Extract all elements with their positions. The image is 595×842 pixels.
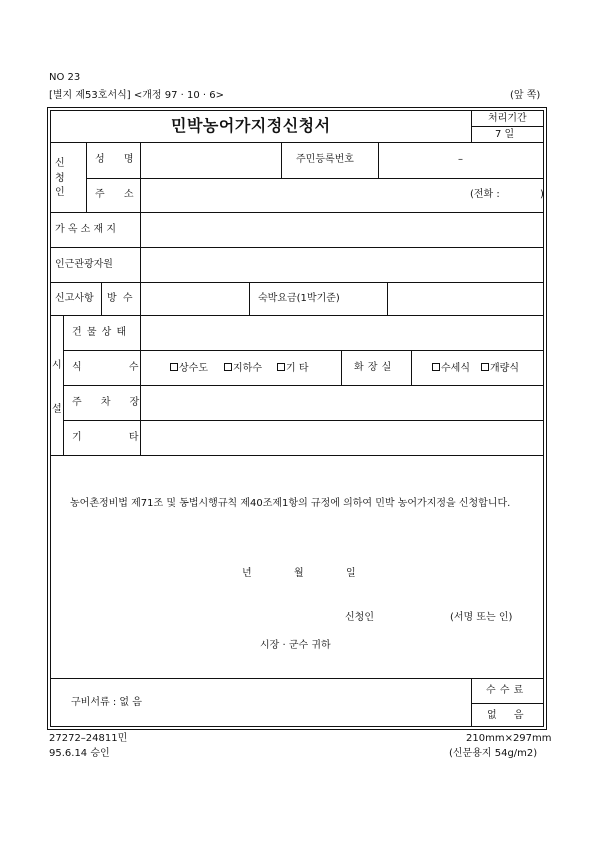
name-field[interactable]: [142, 144, 279, 176]
parking-label: 주 차 장: [72, 397, 140, 408]
row-line: [471, 126, 544, 127]
row-line: [63, 385, 544, 386]
col-line: [378, 142, 379, 178]
row-line: [50, 282, 544, 283]
other-label: 기 타: [72, 432, 139, 443]
row-line: [63, 350, 544, 351]
toilet-label: 화 장 실: [354, 362, 392, 373]
approval-date: 95.6.14 승인: [49, 748, 110, 759]
front-page-label: (앞 쪽): [510, 90, 541, 101]
report-items-label: 신고사항: [55, 293, 94, 304]
applicant-signature-label: 신청인: [345, 612, 374, 623]
lodging-fee-label: 숙박요금(1박기준): [258, 293, 340, 304]
row-line: [86, 178, 544, 179]
water-option-tap[interactable]: 상수도: [170, 363, 208, 374]
col-line: [281, 142, 282, 178]
name-label: 성 명: [95, 154, 134, 165]
house-location-field[interactable]: [142, 214, 542, 245]
row-line: [50, 247, 544, 248]
col-line: [86, 142, 87, 212]
phone-close: ): [540, 189, 544, 200]
applicant-label-2: 청: [55, 173, 65, 184]
water-option-groundwater[interactable]: 지하수: [224, 363, 262, 374]
form-code: 27272–24811민: [49, 733, 128, 744]
form-reference: [별지 제53호서식] <개정 97 · 10 · 6>: [49, 90, 224, 101]
nearby-attractions-field[interactable]: [142, 249, 542, 280]
col-line: [387, 282, 388, 315]
date-year-label: 년: [242, 568, 252, 579]
row-line: [471, 703, 544, 704]
row-line: [50, 142, 544, 143]
house-location-label: 가 옥 소 재 지: [55, 224, 117, 235]
signature-note: (서명 또는 인): [450, 612, 513, 623]
toilet-option-flush[interactable]: 수세식: [432, 363, 470, 374]
nearby-attractions-label: 인근관광자원: [55, 259, 113, 270]
col-line: [341, 350, 342, 385]
building-condition-field[interactable]: [142, 317, 542, 348]
row-line: [50, 315, 544, 316]
processing-period-label: 처리기간: [488, 113, 527, 124]
processing-period-value: 7 일: [495, 129, 515, 140]
row-line: [63, 420, 544, 421]
row-line: [50, 678, 544, 679]
fee-label: 수 수 료: [486, 685, 524, 696]
rooms-field[interactable]: [142, 284, 247, 313]
row-line: [50, 455, 544, 456]
row-line: [50, 212, 544, 213]
drinking-water-label: 식 수: [72, 362, 139, 373]
paper-type: (신문용지 54g/m2): [449, 748, 538, 759]
applicant-label-1: 신: [55, 158, 65, 169]
phone-label: (전화 :: [470, 189, 500, 200]
water-option-other[interactable]: 기 타: [277, 363, 309, 374]
rrn-label: 주민등록번호: [296, 154, 354, 165]
other-field[interactable]: [142, 422, 542, 453]
date-day-label: 일: [346, 568, 356, 579]
toilet-option-improved[interactable]: 개량식: [481, 363, 519, 374]
required-documents: 구비서류 : 없 음: [71, 697, 142, 708]
date-month-label: 월: [294, 568, 304, 579]
recipient-label: 시장 · 군수 귀하: [260, 640, 331, 651]
rrn-dash: –: [458, 154, 463, 165]
application-statement: 농어촌정비법 제71조 및 동법시행규칙 제40조제1항의 규정에 의하여 민박 농어가지정을 신청합니다.: [70, 498, 511, 509]
col-line: [411, 350, 412, 385]
lodging-fee-field[interactable]: [389, 284, 542, 313]
form-number: NO 23: [49, 72, 81, 83]
parking-field[interactable]: [142, 387, 542, 418]
address-label: 주 소: [95, 189, 134, 200]
paper-size: 210mm×297mm: [466, 733, 552, 744]
col-line: [63, 315, 64, 455]
facility-label-2: 설: [52, 404, 62, 415]
col-line: [249, 282, 250, 315]
col-line: [471, 110, 472, 142]
applicant-label-3: 인: [55, 187, 65, 198]
building-condition-label: 건 물 상 태: [72, 327, 127, 338]
fee-value: 없 음: [487, 710, 524, 721]
col-line: [140, 142, 141, 455]
facility-label-1: 시: [52, 360, 62, 371]
col-line: [471, 678, 472, 727]
form-title: 민박농어가지정신청서: [171, 116, 331, 135]
col-line: [101, 282, 102, 315]
rooms-label: 방 수: [107, 293, 133, 304]
address-field[interactable]: [142, 180, 467, 210]
